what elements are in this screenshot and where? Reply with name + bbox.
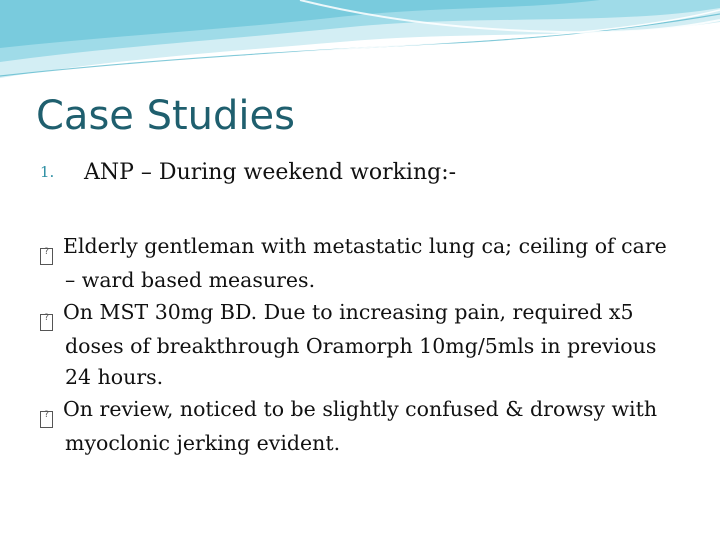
header-wave-decoration — [0, 0, 720, 90]
bullet-item — [40, 394, 680, 460]
bullet-list — [40, 231, 680, 459]
bullet-text: On MST 30mg BD. Due to increasing pain, required x5 doses of breakthrough Oramorph 10mg/5mls in previous 24 hours. — [63, 299, 657, 389]
numbered-item — [40, 156, 680, 189]
bullet-item — [40, 231, 680, 297]
missing-glyph-icon: ? — [40, 314, 53, 331]
bullet-item — [40, 297, 680, 394]
slide-title: Case Studies — [36, 93, 295, 139]
item-text: ANP – During weekend working:- — [84, 160, 457, 185]
missing-glyph-icon: ? — [40, 411, 53, 428]
bullet-text: On review, noticed to be slightly confused & drowsy with myoclonic jerking evident. — [63, 396, 658, 455]
bullet-text: Elderly gentleman with metastatic lung ca; ceiling of care – ward based measures. — [63, 234, 667, 292]
missing-glyph-icon: ? — [40, 248, 53, 265]
item-number: 1. — [40, 163, 55, 181]
